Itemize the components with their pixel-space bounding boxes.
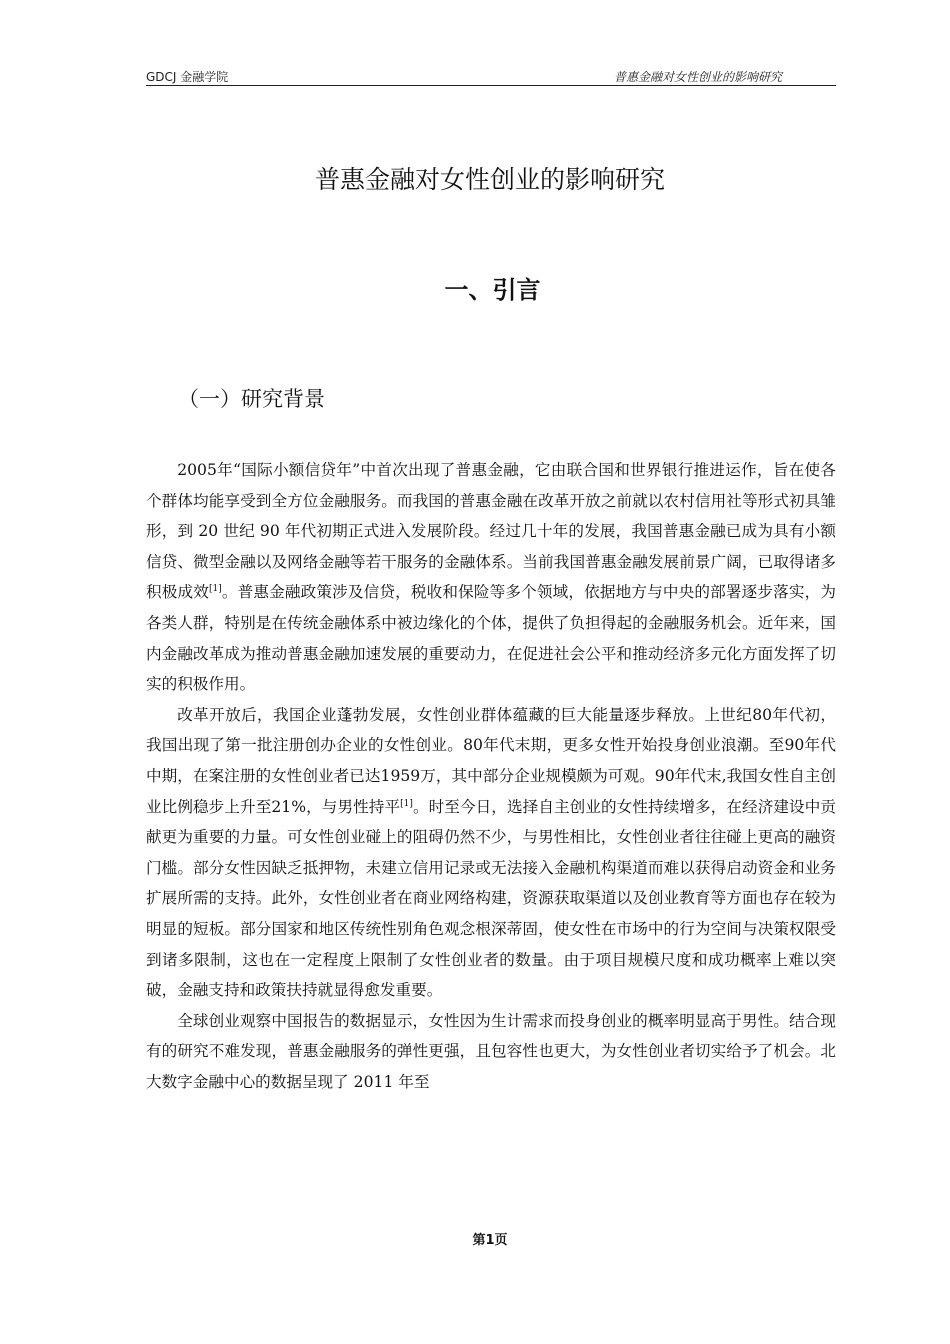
header-divider: [146, 85, 836, 86]
paragraph-1: [146, 455, 836, 700]
paragraph-3: 全球创业观察中国报告的数据显示，女性因为生计需求而投身创业的概率明显高于男性。结合现有的研究不难发现，普惠金融服务的弹性更强，且包容性也更大，为女性创业者切实给予了机会。北大数字金融中心的数据呈现了 2011 年至: [146, 1011, 836, 1091]
paragraph-1-text-a: 2005年“国际小额信贷年”中首次出现了普惠金融，它由联合国和世界银行推进运作，旨在使各个群体均能享受到全方位金融服务。而我国的普惠金融在改革开放之前就以农村信用社等形式初具雏形，到 20 世纪 90 年代初期正式进入发展阶段。经过几十年的发展，我国普惠金融已成为具有小额信贷、微型金融以及网络金融等若干服务的金融体系。当前我国普惠金融发展前景广阔，已取得诸多积极成效: [146, 461, 836, 602]
body-text: [146, 455, 836, 1097]
citation-ref-2[interactable]: [1]: [400, 798, 413, 809]
citation-ref-1[interactable]: [1]: [209, 584, 222, 595]
paragraph-2: [146, 700, 836, 1006]
paragraph-2-text-a: 改革开放后，我国企业蓬勃发展，女性创业群体蕴藏的巨大能量逐步释放。上世纪80年代初，我国出现了第一批注册创办企业的女性创业。80年代末期，更多女性开始投身创业浪潮。至90年代中期，在案注册的女性创业者已达1959万，其中部分企业规模颇为可观。90年代末,我国女性自主创业比例稳步上升至21%，与男性持平: [146, 705, 836, 816]
page-number: 第1页: [472, 1233, 508, 1248]
document-title: 普惠金融对女性创业的影响研究: [314, 165, 665, 194]
subsection-heading: （一）研究背景: [178, 387, 325, 411]
header-institution: GDCJ 金融学院: [146, 70, 229, 84]
paragraph-2-text-b: 。时至今日，选择自主创业的女性持续增多，在经济建设中贡献更为重要的力量。可女性创业碰上的阻碍仍然不少，与男性相比，女性创业者往往碰上更高的融资门槛。部分女性因缺乏抵押物，未建立信用记录或无法接入金融机构渠道而难以获得启动资金和业务扩展所需的支持。此外，女性创业者在商业网络构建，资源获取渠道以及创业教育等方面也存在较为明显的短板。部分国家和地区传统性别角色观念根深蒂固，使女性在市场中的行为空间与决策权限受到诸多限制，这也在一定程度上限制了女性创业者的数量。由于项目规模尺度和成功概率上难以突破，金融支持和政策扶持就显得愈发重要。: [146, 797, 836, 1000]
page-header: [146, 66, 836, 86]
header-running-title: 普惠金融对女性创业的影响研究: [613, 70, 782, 84]
paragraph-1-text-b: 。普惠金融政策涉及信贷，税收和保险等多个领域，依据地方与中央的部署逐步落实，为各类人群，特别是在传统金融体系中被边缘化的个体，提供了负担得起的金融服务机会。近年来，国内金融改革成为推动普惠金融加速发展的重要动力，在促进社会公平和推动经济多元化方面发挥了切实的积极作用。: [146, 583, 836, 694]
section-heading: 一、引言: [444, 276, 541, 304]
